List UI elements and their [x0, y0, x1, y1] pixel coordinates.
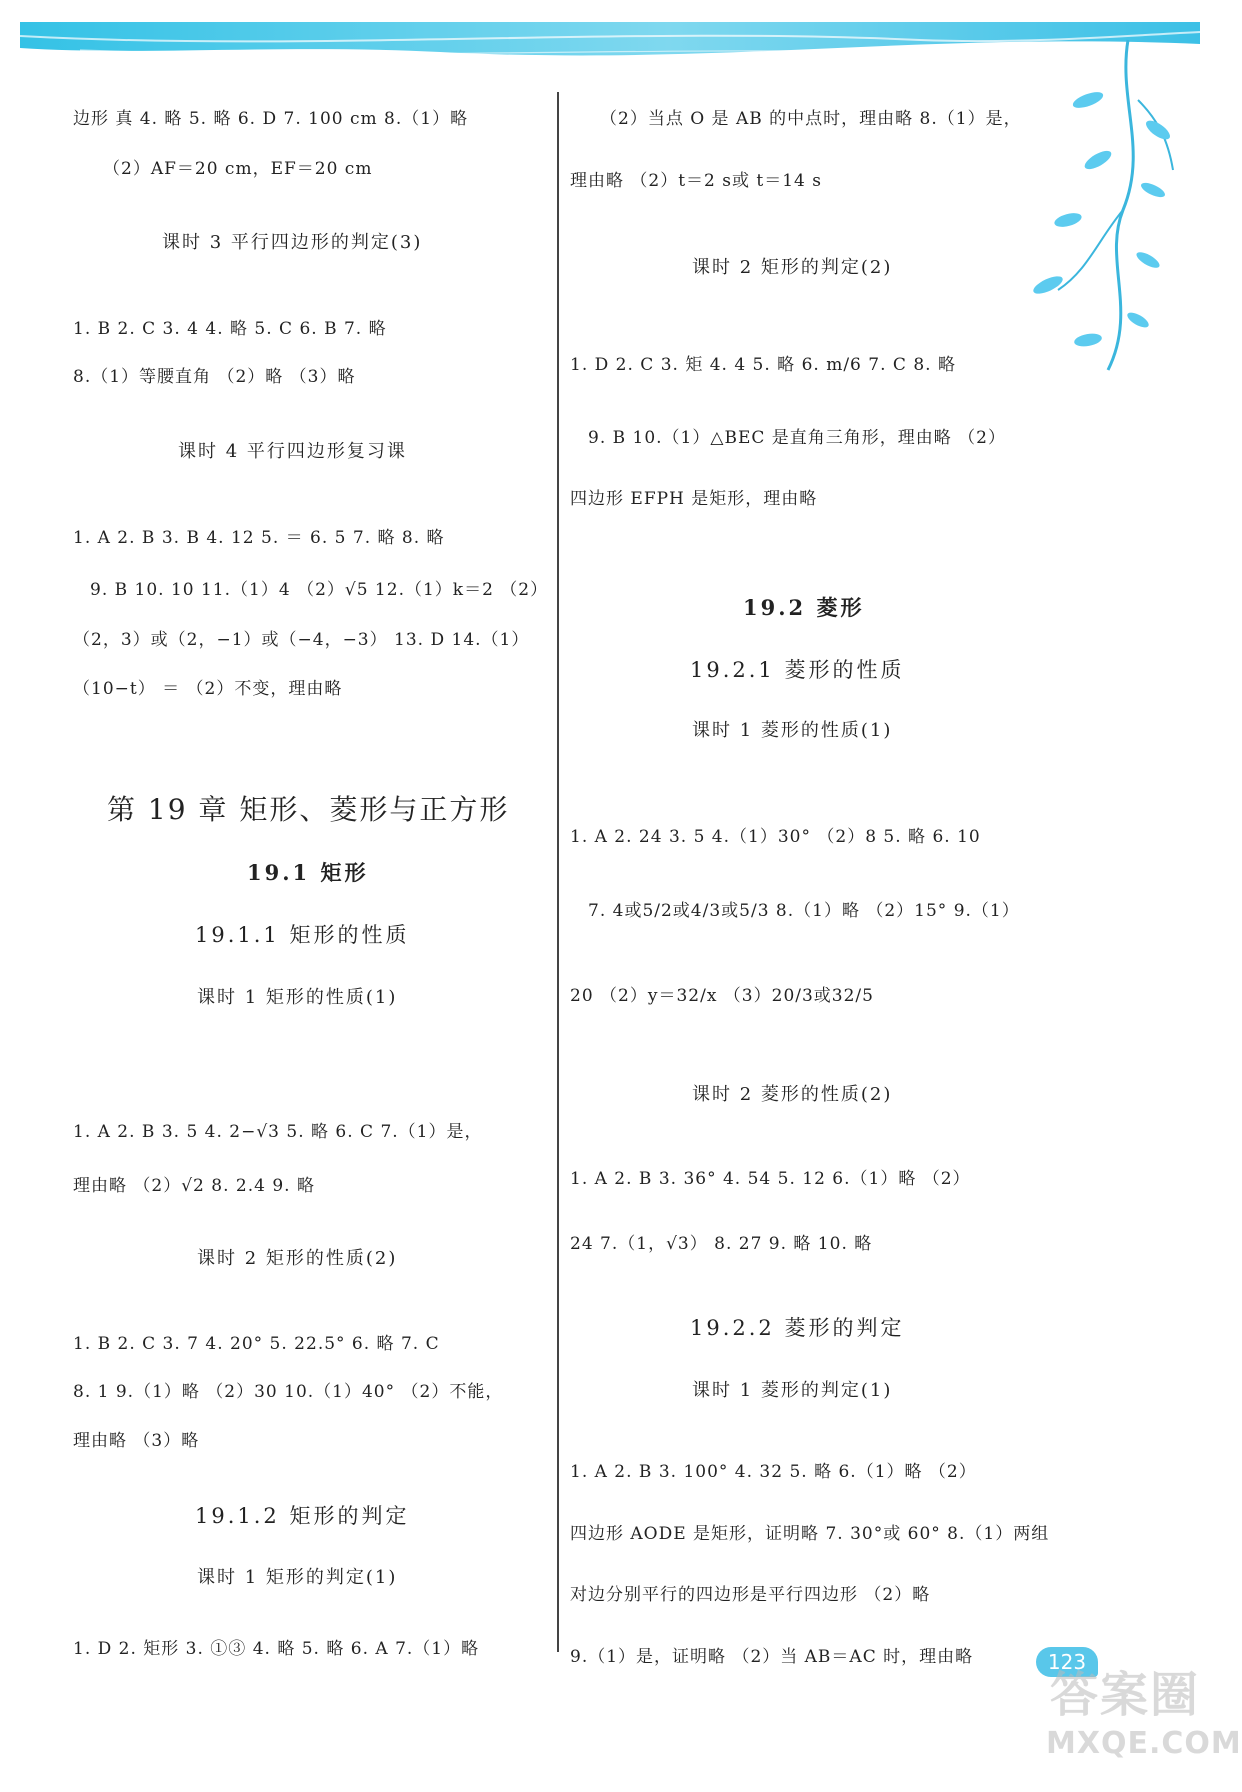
- answer-line: 1. A 2. B 3. 5 4. 2−√3 5. 略 6. C 7.（1）是，: [73, 1122, 483, 1142]
- lesson-heading: 课时 2 矩形的性质(2): [197, 1248, 398, 1269]
- section-title: 19.2 菱形: [743, 595, 865, 620]
- answer-line: 8.（1）等腰直角 （2）略 （3）略: [73, 367, 356, 387]
- watermark-url: MXQE.COM: [1046, 1726, 1242, 1761]
- answer-line: 四边形 AODE 是矩形，证明略 7. 30°或 60° 8.（1）两组: [570, 1524, 1050, 1544]
- answer-line: 9. B 10.（1）△BEC 是直角三角形，理由略 （2）: [588, 428, 1006, 448]
- answer-line: 1. A 2. B 3. 36° 4. 54 5. 12 6.（1）略 （2）: [570, 1169, 971, 1189]
- answer-line: 理由略 （2）√2 8. 2.4 9. 略: [73, 1176, 315, 1196]
- header-banner: [20, 22, 1200, 64]
- answer-line: 1. D 2. 矩形 3. ①③ 4. 略 5. 略 6. A 7.（1）略: [73, 1639, 480, 1659]
- answer-line: 1. B 2. C 3. 7 4. 20° 5. 22.5° 6. 略 7. C: [73, 1334, 440, 1354]
- subsection-title: 19.2.1 菱形的性质: [690, 658, 905, 682]
- answer-line: （2）当点 O 是 AB 的中点时，理由略 8.（1）是，: [600, 109, 1022, 129]
- answer-line: 1. B 2. C 3. 4 4. 略 5. C 6. B 7. 略: [73, 319, 387, 339]
- subsection-title: 19.1.2 矩形的判定: [195, 1504, 410, 1528]
- answer-line: 9.（1）是，证明略 （2）当 AB＝AC 时，理由略: [570, 1647, 974, 1667]
- page-number: 123: [1036, 1647, 1098, 1677]
- column-divider: [557, 92, 559, 1652]
- lesson-heading: 课时 1 菱形的判定(1): [692, 1380, 893, 1401]
- answer-line: （2，3）或（2，−1）或（−4，−3） 13. D 14.（1）: [73, 630, 530, 650]
- lesson-heading: 课时 1 菱形的性质(1): [692, 720, 893, 741]
- answer-line: 7. 4或5/2或4/3或5/3 8.（1）略 （2）15° 9.（1）: [588, 901, 1020, 921]
- answer-line: 1. A 2. 24 3. 5 4.（1）30° （2）8 5. 略 6. 10: [570, 827, 981, 847]
- answer-line: 20 （2）y＝32/x （3）20/3或32/5: [570, 986, 874, 1006]
- answer-line: 四边形 EFPH 是矩形，理由略: [570, 489, 818, 509]
- lesson-heading: 课时 2 菱形的性质(2): [692, 1084, 893, 1105]
- subsection-title: 19.2.2 菱形的判定: [690, 1316, 905, 1340]
- answer-line: （2）AF＝20 cm，EF＝20 cm: [103, 159, 373, 179]
- answer-line: 边形 真 4. 略 5. 略 6. D 7. 100 cm 8.（1）略: [73, 109, 469, 129]
- answer-line: 理由略 （3）略: [73, 1431, 200, 1451]
- lesson-heading: 课时 4 平行四边形复习课: [178, 441, 407, 462]
- answer-line: 对边分别平行的四边形是平行四边形 （2）略: [570, 1585, 931, 1605]
- lesson-heading: 课时 1 矩形的判定(1): [197, 1567, 398, 1588]
- lesson-heading: 课时 3 平行四边形的判定(3): [162, 232, 423, 253]
- watermark-text: 答案圈: [1050, 1667, 1201, 1723]
- answer-line: 理由略 （2）t＝2 s或 t＝14 s: [570, 171, 822, 191]
- answer-line: 1. A 2. B 3. B 4. 12 5. ＝ 6. 5 7. 略 8. 略: [73, 528, 445, 548]
- chapter-title: 第 19 章 矩形、菱形与正方形: [107, 793, 510, 826]
- answer-line: 8. 1 9.（1）略 （2）30 10.（1）40° （2）不能，: [73, 1382, 504, 1402]
- watermark-logo: [1040, 1648, 1242, 1778]
- vine-decoration: [1028, 40, 1178, 380]
- answer-line: 1. D 2. C 3. 矩 4. 4 5. 略 6. m/6 7. C 8. 略: [570, 355, 956, 375]
- answer-line: 9. B 10. 10 11.（1）4 （2）√5 12.（1）k＝2 （2）: [90, 580, 549, 600]
- lesson-heading: 课时 1 矩形的性质(1): [197, 987, 398, 1008]
- lesson-heading: 课时 2 矩形的判定(2): [692, 257, 893, 278]
- answer-line: 1. A 2. B 3. 100° 4. 32 5. 略 6.（1）略 （2）: [570, 1462, 977, 1482]
- subsection-title: 19.1.1 矩形的性质: [195, 923, 410, 947]
- answer-line: 24 7.（1，√3） 8. 27 9. 略 10. 略: [570, 1234, 873, 1254]
- section-title: 19.1 矩形: [247, 860, 369, 885]
- answer-line: （10−t） ＝ （2）不变，理由略: [73, 679, 343, 699]
